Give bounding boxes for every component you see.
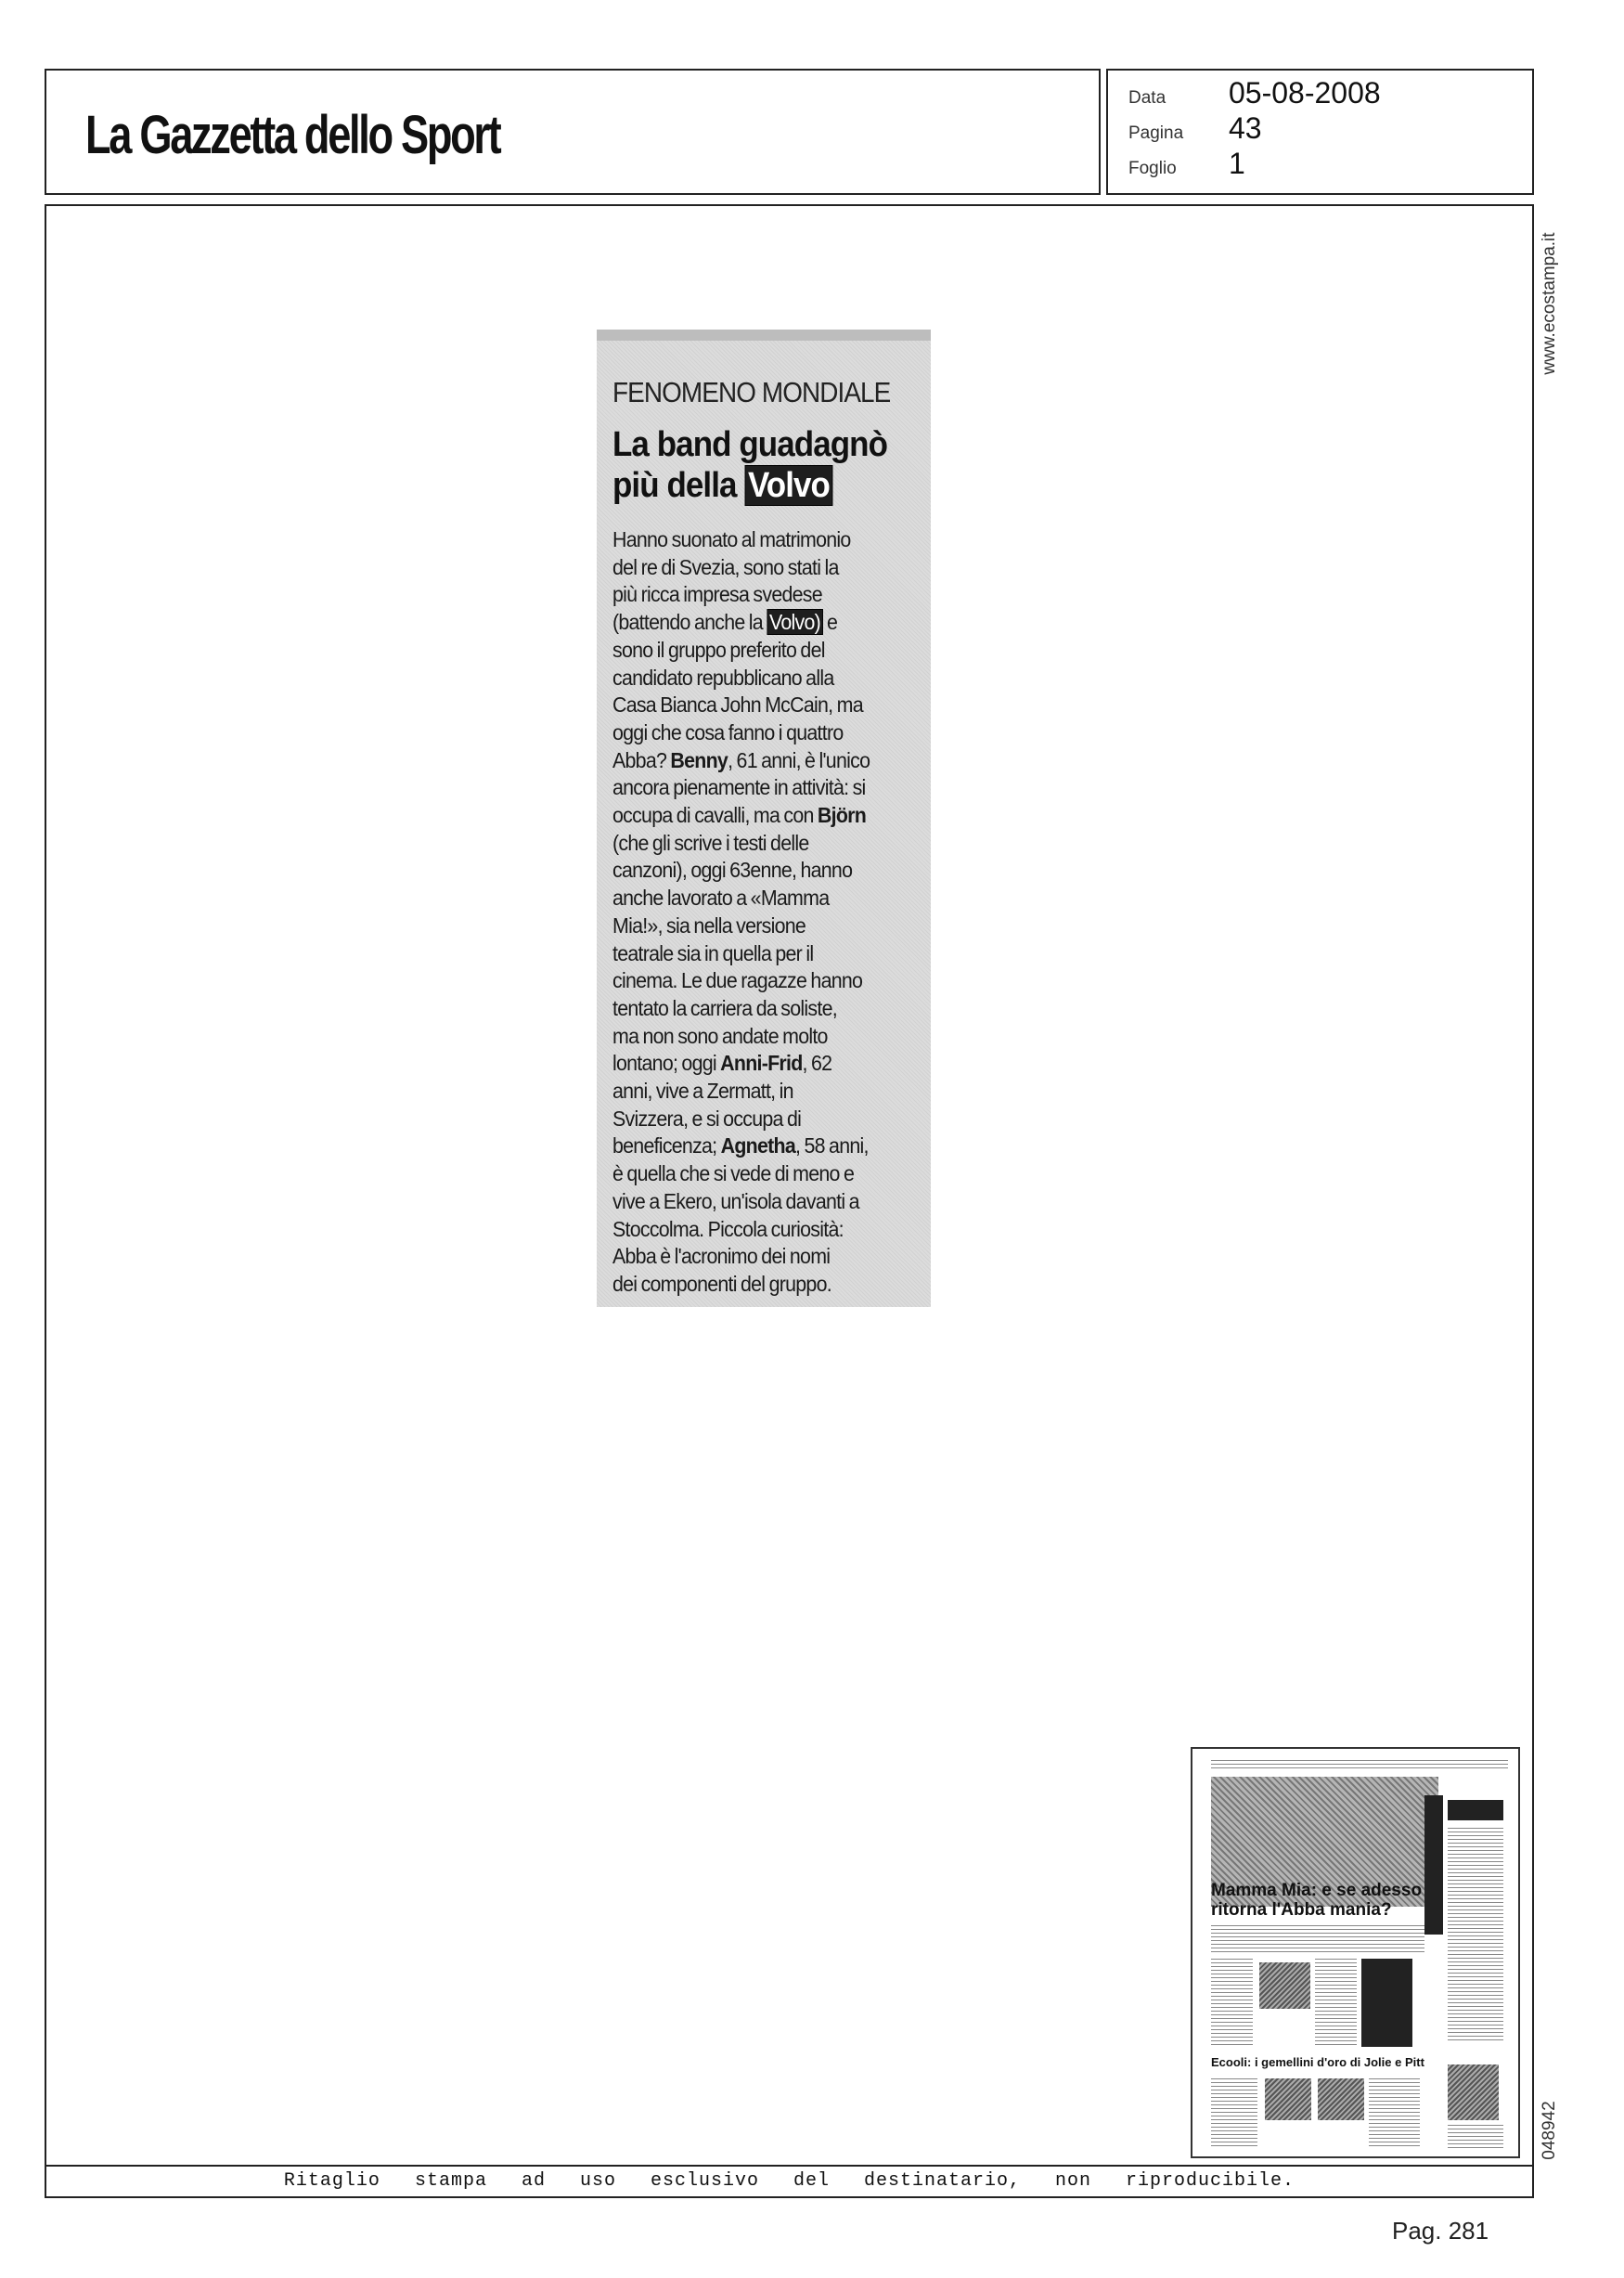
body-line: vive a Ekero, un'isola davanti a	[612, 1188, 859, 1213]
thumb-image	[1265, 2078, 1311, 2120]
footer-notice: Ritaglio stampa ad uso esclusivo del destinatario, non riproducibile.	[283, 2170, 1295, 2192]
body-line	[612, 609, 923, 637]
body-line	[612, 802, 923, 830]
body-line: ancora pienamente in attività: si	[612, 775, 866, 800]
side-code-text: 048942	[1540, 2101, 1559, 2160]
body-text-run: , 58 anni,	[795, 1133, 869, 1158]
thumb-box-header	[1448, 1800, 1503, 1820]
meta-page-label: Pagina	[1128, 123, 1184, 143]
article-kicker: FENOMENO MONDIALE	[612, 376, 891, 408]
body-bold-name: Anni-Frid	[720, 1051, 803, 1076]
meta-date-value: 05-08-2008	[1229, 76, 1381, 110]
body-line	[612, 1133, 923, 1160]
body-highlight: Volvo)	[767, 609, 823, 635]
thumb-sidebar-bar	[1424, 1795, 1443, 1935]
body-text-run: (battendo anche la	[612, 610, 767, 635]
thumb-image	[1259, 1962, 1310, 2009]
page-number: Pag. 281	[1392, 2217, 1489, 2245]
thumb-image	[1448, 2064, 1499, 2120]
body-text-run: , 61 anni, è l'unico	[728, 747, 870, 772]
thumb-text-block	[1211, 1925, 1424, 1953]
page-thumbnail	[1191, 1747, 1520, 2158]
body-line: Mia!», sia nella versione	[612, 912, 806, 938]
thumb-text-block	[1369, 2078, 1420, 2148]
footer-divider	[46, 2165, 1532, 2167]
masthead-box	[45, 69, 1101, 195]
meta-page-value: 43	[1229, 111, 1262, 145]
masthead-logo: La Gazzetta dello Sport	[85, 105, 500, 165]
thumb-text-block	[1448, 2125, 1503, 2148]
body-line: dei componenti del gruppo.	[612, 1271, 831, 1296]
article-clipping	[597, 330, 931, 1307]
thumb-subhead: Ecooli: i gemellini d'oro di Jolie e Pitt	[1211, 2055, 1424, 2069]
body-line: anni, vive a Zermatt, in	[612, 1079, 793, 1104]
thumb-headline: Mamma Mia: e se adesso ritorna l'Abba mania?	[1211, 1881, 1423, 1920]
article-body	[612, 526, 923, 1299]
body-line: ma non sono andate molto	[612, 1023, 828, 1048]
body-text-run: lontano; oggi	[612, 1051, 721, 1076]
thumb-text-block	[1211, 2078, 1257, 2148]
side-url-text: www.ecostampa.it	[1540, 232, 1559, 375]
body-line: del re di Svezia, sono stati la	[612, 554, 839, 579]
body-text-run: e	[822, 610, 838, 635]
body-text-run: beneficenza;	[612, 1133, 721, 1158]
meta-sheet	[1128, 147, 1245, 181]
body-text-run: Abba?	[612, 747, 671, 772]
thumb-text-block	[1315, 1959, 1357, 2047]
meta-page	[1128, 111, 1262, 146]
thumb-dark-box	[1361, 1959, 1412, 2047]
body-line: tentato la carriera da soliste,	[612, 995, 837, 1020]
body-line: è quella che si vede di meno e	[612, 1161, 855, 1186]
body-line: Hanno suonato al matrimonio	[612, 527, 851, 551]
body-line: Svizzera, e si occupa di	[612, 1106, 802, 1131]
thumb-text-block	[1211, 1760, 1508, 1771]
body-line: Casa Bianca John McCain, ma	[612, 692, 863, 718]
meta-date-label: Data	[1128, 88, 1166, 108]
body-line: Abba è l'acronimo dei nomi	[612, 1244, 831, 1269]
body-line	[612, 747, 923, 775]
metadata-box	[1106, 69, 1534, 195]
body-line: anche lavorato a «Mamma	[612, 886, 830, 911]
body-text-run: , 62	[802, 1051, 832, 1076]
body-line: sono il gruppo preferito del	[612, 637, 825, 662]
body-line: candidato repubblicano alla	[612, 665, 834, 690]
thumb-text-block	[1448, 1828, 1503, 2041]
thumb-text-block	[1211, 1959, 1253, 2047]
body-line: (che gli scrive i testi delle	[612, 830, 809, 855]
body-bold-name: Björn	[817, 803, 867, 828]
article-headline	[612, 424, 896, 506]
body-line: oggi che cosa fanno i quattro	[612, 719, 844, 744]
headline-line-2-text: più della	[612, 466, 745, 505]
meta-sheet-value: 1	[1229, 147, 1245, 180]
body-line: canzoni), oggi 63enne, hanno	[612, 858, 853, 883]
headline-highlight: Volvo	[744, 465, 832, 506]
body-text-run: occupa di cavalli, ma con	[612, 803, 818, 828]
meta-sheet-label: Foglio	[1128, 159, 1177, 178]
body-line: cinema. Le due ragazze hanno	[612, 968, 863, 993]
side-url	[1536, 215, 1564, 392]
side-code	[1536, 2089, 1564, 2172]
body-line	[612, 1050, 923, 1078]
body-line: più ricca impresa svedese	[612, 582, 822, 607]
meta-date	[1128, 76, 1381, 110]
body-bold-name: Agnetha	[720, 1133, 796, 1158]
body-bold-name: Benny	[670, 747, 728, 772]
headline-line-1: La band guadagnò	[612, 425, 888, 464]
body-line: teatrale sia in quella per il	[612, 940, 814, 965]
headline-line-2	[612, 465, 896, 506]
body-line: Stoccolma. Piccola curiosità:	[612, 1216, 844, 1241]
thumb-image	[1318, 2078, 1364, 2120]
